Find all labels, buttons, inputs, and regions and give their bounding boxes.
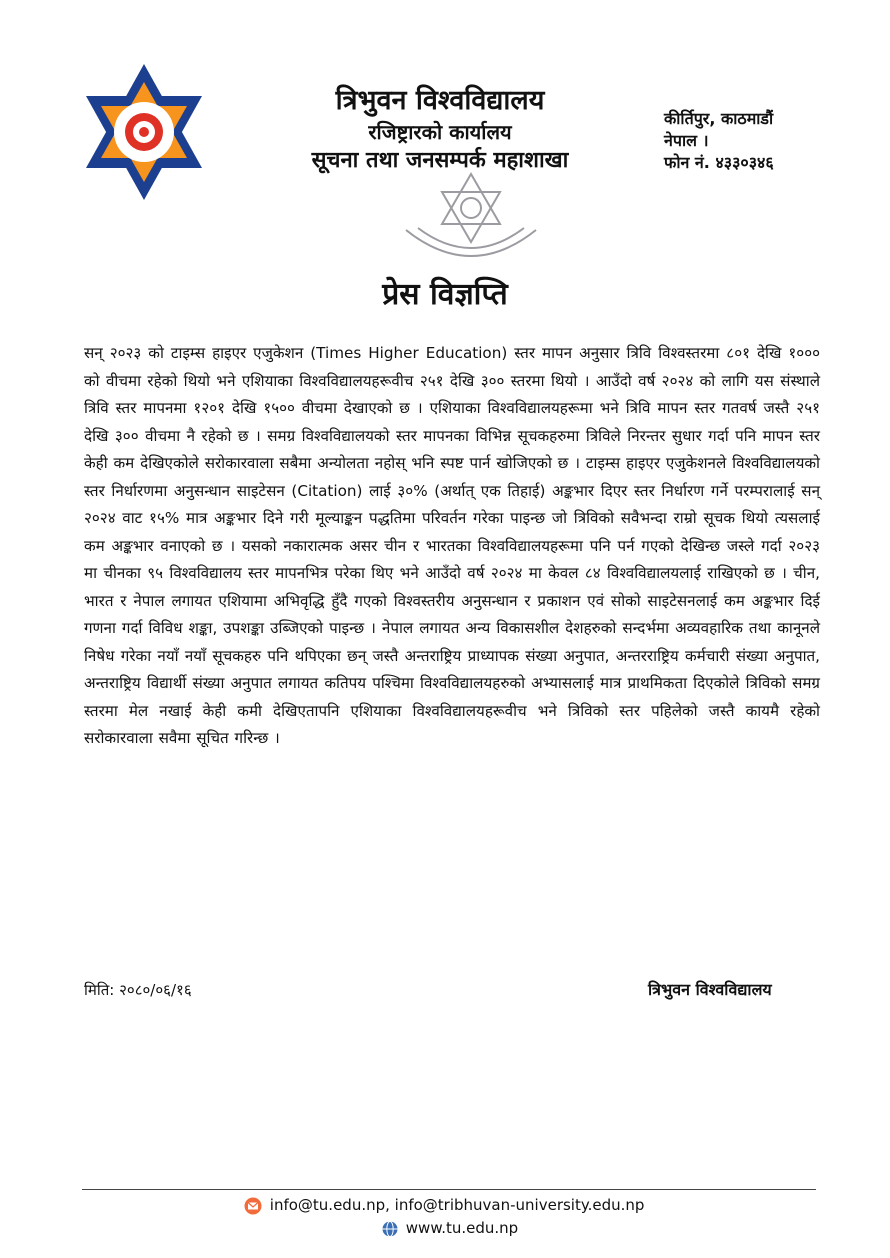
letterhead-center — [250, 84, 630, 176]
globe-icon — [382, 1221, 398, 1237]
office-name: रजिष्ट्रारको कार्यालय — [368, 120, 512, 144]
letterhead-address — [664, 108, 864, 174]
footer-website[interactable]: www.tu.edu.np — [405, 1219, 519, 1237]
phone-number: फोन नं. ४३३०३४६ — [664, 153, 774, 172]
address-line-2: नेपाल । — [664, 131, 709, 150]
footer-email-line — [244, 1196, 664, 1215]
page-title: प्रेस विज्ञप्ति — [382, 277, 508, 312]
branch-name: सूचना तथा जनसम्पर्क महाशाखा — [311, 148, 569, 173]
release-date: मिति: २०८०/०६/१६ — [84, 981, 192, 999]
address-line-1: कीर्तिपुर, काठमाडौं — [664, 109, 774, 128]
signatory: त्रिभुवन विश्वविद्यालय — [648, 980, 772, 999]
press-release-body: सन् २०२३ को टाइम्स हाइएर एजुकेशन (Times Higher Education) स्तर मापन अनुसार त्रिवि विश्वस्तरमा ८०१ देखि १००० को वीचमा रहेको थियो भने एशियाका विश्वविद्यालयहरूवीच २५१ देखि ३०० स्तरमा थियो । आउँदो वर्ष २०२४ को लागि यस संस्थाले त्रिवि स्तर मापनमा १२०१ देखि १५०० वीचमा देखाएको छ । एशियाका विश्वविद्यालयहरूमा भने त्रिवि मापन स्तर गतवर्ष जस्तै २५१ देखि ३०० वीचमा नै रहेको छ । समग्र विश्वविद्यालयको स्तर मापनका विभिन्न सूचकहरुमा त्रिविले निरन्तर सुधार गर्दा पनि मापन स्तर केही कम देखिएकोले सरोकारवाला सबैमा अन्योलता नहोस् भनि स्पष्ट पार्न खोजिएको छ । टाइम्स हाइएर एजुकेशनले विश्वविद्यालयको स्तर निर्धारणमा अनुसन्धान साइटेसन (Citation) लाई ३०% (अर्थात् एक तिहाई) अङ्कभार दिएर स्तर निर्धारण गर्ने परम्परालाई सन् २०२४ वाट १५% मात्र अङ्कभार दिने गरी मूल्याङ्कन पद्धतिमा परिवर्तन गरेका पाइन्छ जो त्रिविको सवैभन्दा राम्रो सूचक थियो त्यसलाई कम अङ्कभार वनाएको छ । यसको नकारात्मक असर चीन र भारतका विश्वविद्यालयहरूमा पनि पर्न गएको देखिन्छ जस्ले गर्दा २०२३ मा चीनका ९५ विश्वविद्यालय स्तर मापनभित्र परेका थिए भने आउँदो वर्ष २०२४ मा केवल ८४ विश्वविद्यालयलाई राखिएको छ । चीन, भारत र नेपाल लगायत एशियामा अभिवृद्धि हुँदै गएको विश्वस्तरीय अनुसन्धान र प्रकाशन एवं सोको साइटेसनलाई कम अङ्कभार दिई गणना गर्दा विविध शङ्का, उपशङ्का उब्जिएको पाइन्छ । नेपाल लगायत अन्य विकासशील देशहरुको सन्दर्भमा अव्यवहारिक तथा कानूनले निषेध गरेका नयाँ नयाँ सूचकहरु पनि थपिएका छन् जस्तै अन्तराष्ट्रिय प्राध्यापक संख्या अनुपात, अन्तरराष्ट्रिय कर्मचारी संख्या अनुपात, अन्तराष्ट्रिय विद्यार्थी संख्या अनुपात लगायत कतिपय पश्चिमा विश्वविद्यालयहरुको अभ्यासलाई मात्र प्राथमिकता दिएकोले त्रिविको समग्र स्तरमा मेल नखाई केही कमी देखिएतापनि एशियाका विश्वविद्यालयहरूवीच भने त्रिविको स्तर पहिलेको जस्तै कायमै रहेको सरोकारवाला सवैमा सूचित गरिन्छ । — [84, 344, 820, 747]
footer-web-line — [382, 1219, 582, 1237]
footer-divider — [82, 1189, 816, 1190]
tu-logo — [82, 60, 206, 204]
university-name: त्रिभुवन विश्वविद्यालय — [335, 85, 545, 116]
office-seal — [396, 170, 546, 282]
footer-email[interactable]: info@tu.edu.np, info@tribhuvan-university.edu.np — [269, 1196, 645, 1214]
email-icon — [244, 1197, 262, 1215]
